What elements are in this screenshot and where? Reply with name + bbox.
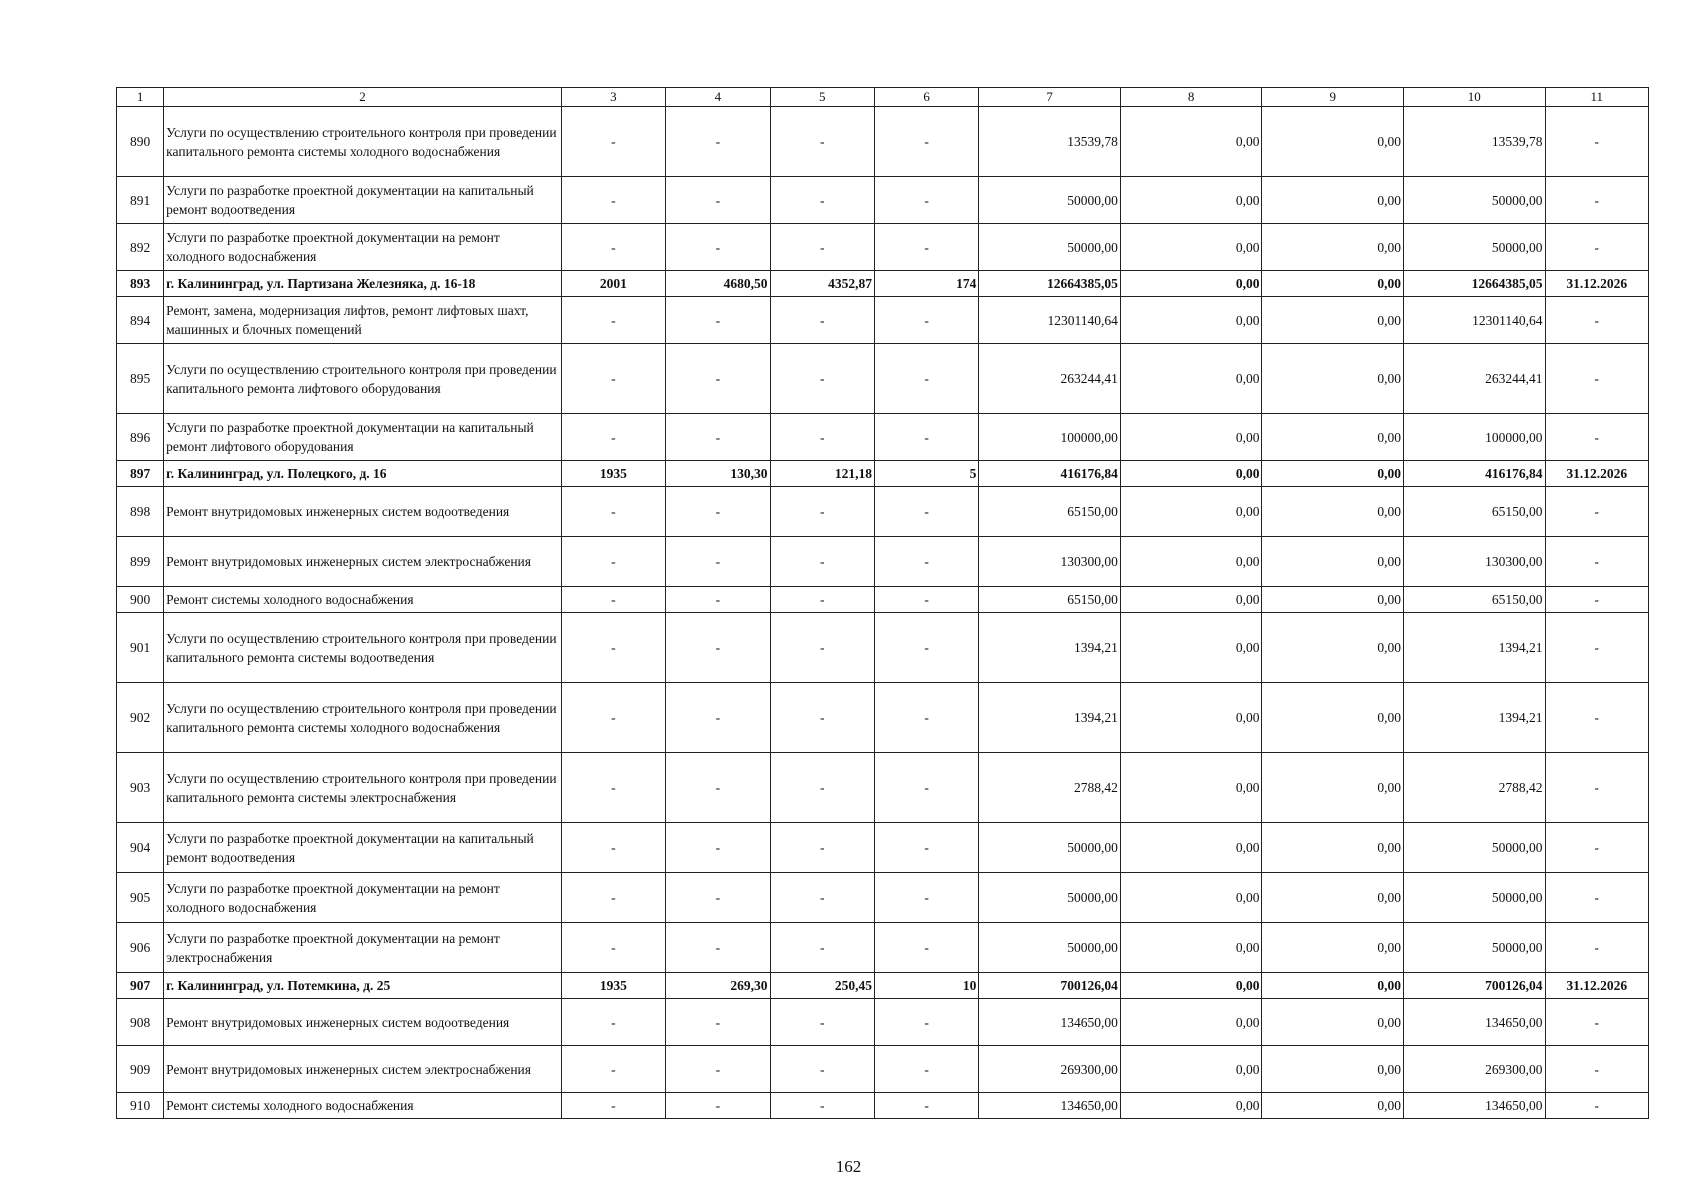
work-description-cell: Ремонт внутридомовых инженерных систем электроснабжения	[164, 537, 562, 587]
col6-cell: -	[874, 823, 978, 873]
col3-cell: 1935	[561, 973, 665, 999]
col7-cell: 416176,84	[979, 461, 1121, 487]
col4-cell: -	[666, 1046, 770, 1093]
col5-cell: 121,18	[770, 461, 874, 487]
col6-cell: 5	[874, 461, 978, 487]
col8-cell: 0,00	[1120, 537, 1262, 587]
col10-cell: 2788,42	[1403, 753, 1545, 823]
col4-cell: -	[666, 414, 770, 461]
col10-cell: 65150,00	[1403, 487, 1545, 537]
col8-cell: 0,00	[1120, 823, 1262, 873]
col3-cell: -	[561, 224, 665, 271]
col3-cell: -	[561, 999, 665, 1046]
col11-cell: -	[1545, 999, 1648, 1046]
row-number-cell: 905	[117, 873, 164, 923]
col10-cell: 700126,04	[1403, 973, 1545, 999]
col3-cell: -	[561, 683, 665, 753]
col9-cell: 0,00	[1262, 414, 1404, 461]
column-header-3: 3	[561, 88, 665, 107]
column-header-9: 9	[1262, 88, 1404, 107]
col4-cell: -	[666, 107, 770, 177]
table-row	[117, 344, 1649, 414]
col11-cell: -	[1545, 414, 1648, 461]
row-number-cell: 897	[117, 461, 164, 487]
col9-cell: 0,00	[1262, 177, 1404, 224]
col11-cell: -	[1545, 613, 1648, 683]
row-number-cell: 904	[117, 823, 164, 873]
col4-cell: -	[666, 873, 770, 923]
col3-cell: 2001	[561, 271, 665, 297]
col10-cell: 50000,00	[1403, 823, 1545, 873]
col3-cell: -	[561, 487, 665, 537]
col11-cell: -	[1545, 344, 1648, 414]
work-description-cell: Ремонт внутридомовых инженерных систем водоотведения	[164, 487, 562, 537]
table-row	[117, 613, 1649, 683]
col4-cell: -	[666, 297, 770, 344]
row-number-cell: 898	[117, 487, 164, 537]
col11-cell: -	[1545, 873, 1648, 923]
col6-cell: -	[874, 107, 978, 177]
col4-cell: -	[666, 823, 770, 873]
col11-cell: -	[1545, 683, 1648, 753]
col3-cell: -	[561, 753, 665, 823]
row-number-cell: 899	[117, 537, 164, 587]
table-row	[117, 537, 1649, 587]
col11-cell: -	[1545, 923, 1648, 973]
col3-cell: 1935	[561, 461, 665, 487]
work-description-cell: г. Калининград, ул. Полецкого, д. 16	[164, 461, 562, 487]
col4-cell: 130,30	[666, 461, 770, 487]
row-number-cell: 910	[117, 1093, 164, 1119]
col8-cell: 0,00	[1120, 1093, 1262, 1119]
col8-cell: 0,00	[1120, 224, 1262, 271]
col9-cell: 0,00	[1262, 224, 1404, 271]
col3-cell: -	[561, 613, 665, 683]
col8-cell: 0,00	[1120, 973, 1262, 999]
col10-cell: 50000,00	[1403, 873, 1545, 923]
col3-cell: -	[561, 1046, 665, 1093]
col7-cell: 263244,41	[979, 344, 1121, 414]
col4-cell: 269,30	[666, 973, 770, 999]
work-description-cell: Ремонт внутридомовых инженерных систем электроснабжения	[164, 1046, 562, 1093]
address-row	[117, 973, 1649, 999]
col8-cell: 0,00	[1120, 999, 1262, 1046]
row-number-cell: 906	[117, 923, 164, 973]
col6-cell: -	[874, 487, 978, 537]
col7-cell: 13539,78	[979, 107, 1121, 177]
table-body	[117, 88, 1649, 1119]
row-number-cell: 909	[117, 1046, 164, 1093]
table-row	[117, 923, 1649, 973]
col8-cell: 0,00	[1120, 271, 1262, 297]
col5-cell: -	[770, 1046, 874, 1093]
col11-cell: -	[1545, 537, 1648, 587]
col5-cell: -	[770, 107, 874, 177]
col9-cell: 0,00	[1262, 537, 1404, 587]
row-number-cell: 895	[117, 344, 164, 414]
row-number-cell: 893	[117, 271, 164, 297]
col9-cell: 0,00	[1262, 873, 1404, 923]
col4-cell: -	[666, 683, 770, 753]
document-sheet	[116, 87, 1649, 1119]
column-header-8: 8	[1120, 88, 1262, 107]
col8-cell: 0,00	[1120, 177, 1262, 224]
work-description-cell: Ремонт внутридомовых инженерных систем водоотведения	[164, 999, 562, 1046]
col9-cell: 0,00	[1262, 973, 1404, 999]
col11-cell: -	[1545, 107, 1648, 177]
row-number-cell: 902	[117, 683, 164, 753]
col6-cell: -	[874, 587, 978, 613]
col7-cell: 50000,00	[979, 823, 1121, 873]
col3-cell: -	[561, 177, 665, 224]
col7-cell: 65150,00	[979, 487, 1121, 537]
col10-cell: 50000,00	[1403, 177, 1545, 224]
table-row	[117, 177, 1649, 224]
col9-cell: 0,00	[1262, 999, 1404, 1046]
col7-cell: 50000,00	[979, 177, 1121, 224]
column-header-5: 5	[770, 88, 874, 107]
col3-cell: -	[561, 1093, 665, 1119]
column-header-10: 10	[1403, 88, 1545, 107]
col4-cell: -	[666, 1093, 770, 1119]
table-row	[117, 823, 1649, 873]
col6-cell: 10	[874, 973, 978, 999]
col5-cell: -	[770, 613, 874, 683]
col7-cell: 12301140,64	[979, 297, 1121, 344]
col4-cell: -	[666, 613, 770, 683]
col8-cell: 0,00	[1120, 107, 1262, 177]
table-row	[117, 224, 1649, 271]
row-number-cell: 890	[117, 107, 164, 177]
col6-cell: -	[874, 613, 978, 683]
col10-cell: 100000,00	[1403, 414, 1545, 461]
col5-cell: -	[770, 537, 874, 587]
col10-cell: 1394,21	[1403, 613, 1545, 683]
col11-cell: 31.12.2026	[1545, 271, 1648, 297]
col3-cell: -	[561, 297, 665, 344]
col7-cell: 134650,00	[979, 999, 1121, 1046]
col6-cell: -	[874, 224, 978, 271]
work-description-cell: Услуги по осуществлению строительного контроля при проведении капитального ремонта системы холодного водоснабжения	[164, 683, 562, 753]
work-description-cell: Услуги по разработке проектной документации на ремонт холодного водоснабжения	[164, 224, 562, 271]
col6-cell: -	[874, 873, 978, 923]
column-header-2: 2	[164, 88, 562, 107]
table-row	[117, 683, 1649, 753]
table-row	[117, 873, 1649, 923]
col5-cell: -	[770, 999, 874, 1046]
row-number-cell: 907	[117, 973, 164, 999]
col4-cell: -	[666, 487, 770, 537]
column-header-4: 4	[666, 88, 770, 107]
table-row	[117, 414, 1649, 461]
col7-cell: 12664385,05	[979, 271, 1121, 297]
col5-cell: -	[770, 923, 874, 973]
col5-cell: -	[770, 587, 874, 613]
col9-cell: 0,00	[1262, 297, 1404, 344]
row-number-cell: 894	[117, 297, 164, 344]
col11-cell: -	[1545, 753, 1648, 823]
col4-cell: -	[666, 753, 770, 823]
col9-cell: 0,00	[1262, 923, 1404, 973]
col3-cell: -	[561, 873, 665, 923]
col9-cell: 0,00	[1262, 344, 1404, 414]
col7-cell: 65150,00	[979, 587, 1121, 613]
col6-cell: -	[874, 177, 978, 224]
col6-cell: -	[874, 753, 978, 823]
col5-cell: -	[770, 753, 874, 823]
col10-cell: 130300,00	[1403, 537, 1545, 587]
col10-cell: 263244,41	[1403, 344, 1545, 414]
row-number-cell: 908	[117, 999, 164, 1046]
col8-cell: 0,00	[1120, 461, 1262, 487]
table-row	[117, 753, 1649, 823]
col9-cell: 0,00	[1262, 1093, 1404, 1119]
col4-cell: -	[666, 587, 770, 613]
col7-cell: 2788,42	[979, 753, 1121, 823]
col5-cell: -	[770, 683, 874, 753]
row-number-cell: 903	[117, 753, 164, 823]
table-row	[117, 1046, 1649, 1093]
col7-cell: 130300,00	[979, 537, 1121, 587]
column-number-header-row	[117, 88, 1649, 107]
col7-cell: 1394,21	[979, 683, 1121, 753]
page-number: 162	[835, 1157, 862, 1176]
col10-cell: 65150,00	[1403, 587, 1545, 613]
work-description-cell: Услуги по разработке проектной документации на капитальный ремонт водоотведения	[164, 823, 562, 873]
address-row	[117, 271, 1649, 297]
col9-cell: 0,00	[1262, 613, 1404, 683]
col9-cell: 0,00	[1262, 753, 1404, 823]
work-description-cell: Услуги по разработке проектной документации на капитальный ремонт водоотведения	[164, 177, 562, 224]
work-description-cell: г. Калининград, ул. Партизана Железняка, д. 16-18	[164, 271, 562, 297]
col5-cell: 250,45	[770, 973, 874, 999]
col3-cell: -	[561, 344, 665, 414]
col5-cell: -	[770, 823, 874, 873]
col11-cell: -	[1545, 297, 1648, 344]
col9-cell: 0,00	[1262, 587, 1404, 613]
col8-cell: 0,00	[1120, 613, 1262, 683]
col10-cell: 416176,84	[1403, 461, 1545, 487]
col11-cell: -	[1545, 487, 1648, 537]
col8-cell: 0,00	[1120, 873, 1262, 923]
col11-cell: -	[1545, 1093, 1648, 1119]
table-row	[117, 999, 1649, 1046]
col8-cell: 0,00	[1120, 923, 1262, 973]
work-description-cell: Услуги по разработке проектной документации на ремонт электроснабжения	[164, 923, 562, 973]
column-header-11: 11	[1545, 88, 1648, 107]
col10-cell: 13539,78	[1403, 107, 1545, 177]
col4-cell: -	[666, 999, 770, 1046]
col8-cell: 0,00	[1120, 753, 1262, 823]
col7-cell: 100000,00	[979, 414, 1121, 461]
col4-cell: -	[666, 537, 770, 587]
col10-cell: 1394,21	[1403, 683, 1545, 753]
col5-cell: -	[770, 1093, 874, 1119]
col9-cell: 0,00	[1262, 461, 1404, 487]
col9-cell: 0,00	[1262, 487, 1404, 537]
table-row	[117, 297, 1649, 344]
col7-cell: 700126,04	[979, 973, 1121, 999]
work-description-cell: Услуги по осуществлению строительного контроля при проведении капитального ремонта системы холодного водоснабжения	[164, 107, 562, 177]
work-description-cell: Ремонт, замена, модернизация лифтов, ремонт лифтовых шахт, машинных и блочных помещений	[164, 297, 562, 344]
col5-cell: -	[770, 414, 874, 461]
col9-cell: 0,00	[1262, 1046, 1404, 1093]
column-header-7: 7	[979, 88, 1121, 107]
col10-cell: 50000,00	[1403, 224, 1545, 271]
col7-cell: 50000,00	[979, 923, 1121, 973]
col4-cell: 4680,50	[666, 271, 770, 297]
col11-cell: -	[1545, 823, 1648, 873]
work-description-cell: Ремонт системы холодного водоснабжения	[164, 1093, 562, 1119]
work-description-cell: Услуги по разработке проектной документации на ремонт холодного водоснабжения	[164, 873, 562, 923]
col5-cell: -	[770, 297, 874, 344]
col6-cell: -	[874, 999, 978, 1046]
col3-cell: -	[561, 823, 665, 873]
col11-cell: -	[1545, 587, 1648, 613]
col9-cell: 0,00	[1262, 683, 1404, 753]
col5-cell: -	[770, 873, 874, 923]
col3-cell: -	[561, 537, 665, 587]
col5-cell: 4352,87	[770, 271, 874, 297]
col3-cell: -	[561, 923, 665, 973]
col8-cell: 0,00	[1120, 683, 1262, 753]
col11-cell: -	[1545, 224, 1648, 271]
col11-cell: -	[1545, 177, 1648, 224]
col8-cell: 0,00	[1120, 587, 1262, 613]
col11-cell: 31.12.2026	[1545, 973, 1648, 999]
col6-cell: -	[874, 297, 978, 344]
work-description-cell: Услуги по осуществлению строительного контроля при проведении капитального ремонта системы водоотведения	[164, 613, 562, 683]
col6-cell: -	[874, 537, 978, 587]
table-row	[117, 487, 1649, 537]
col9-cell: 0,00	[1262, 271, 1404, 297]
row-number-cell: 891	[117, 177, 164, 224]
work-description-cell: Услуги по осуществлению строительного контроля при проведении капитального ремонта лифтового оборудования	[164, 344, 562, 414]
col6-cell: 174	[874, 271, 978, 297]
col4-cell: -	[666, 224, 770, 271]
col3-cell: -	[561, 587, 665, 613]
col3-cell: -	[561, 414, 665, 461]
address-row	[117, 461, 1649, 487]
work-description-cell: Ремонт системы холодного водоснабжения	[164, 587, 562, 613]
col7-cell: 269300,00	[979, 1046, 1121, 1093]
col9-cell: 0,00	[1262, 107, 1404, 177]
row-number-cell: 896	[117, 414, 164, 461]
col10-cell: 134650,00	[1403, 1093, 1545, 1119]
work-description-cell: Услуги по разработке проектной документации на капитальный ремонт лифтового оборудования	[164, 414, 562, 461]
col3-cell: -	[561, 107, 665, 177]
col5-cell: -	[770, 224, 874, 271]
col5-cell: -	[770, 177, 874, 224]
row-number-cell: 901	[117, 613, 164, 683]
col4-cell: -	[666, 923, 770, 973]
work-description-cell: Услуги по осуществлению строительного контроля при проведении капитального ремонта системы электроснабжения	[164, 753, 562, 823]
col10-cell: 50000,00	[1403, 923, 1545, 973]
capital-repair-table	[116, 87, 1649, 1119]
col7-cell: 50000,00	[979, 873, 1121, 923]
row-number-cell: 900	[117, 587, 164, 613]
col7-cell: 134650,00	[979, 1093, 1121, 1119]
col5-cell: -	[770, 487, 874, 537]
work-description-cell: г. Калининград, ул. Потемкина, д. 25	[164, 973, 562, 999]
col6-cell: -	[874, 1046, 978, 1093]
col6-cell: -	[874, 1093, 978, 1119]
col8-cell: 0,00	[1120, 344, 1262, 414]
col8-cell: 0,00	[1120, 414, 1262, 461]
col8-cell: 0,00	[1120, 297, 1262, 344]
col6-cell: -	[874, 923, 978, 973]
col11-cell: -	[1545, 1046, 1648, 1093]
col10-cell: 12664385,05	[1403, 271, 1545, 297]
col6-cell: -	[874, 414, 978, 461]
col11-cell: 31.12.2026	[1545, 461, 1648, 487]
column-header-1: 1	[117, 88, 164, 107]
column-header-6: 6	[874, 88, 978, 107]
table-row	[117, 587, 1649, 613]
row-number-cell: 892	[117, 224, 164, 271]
col7-cell: 50000,00	[979, 224, 1121, 271]
col4-cell: -	[666, 177, 770, 224]
col8-cell: 0,00	[1120, 1046, 1262, 1093]
col5-cell: -	[770, 344, 874, 414]
col8-cell: 0,00	[1120, 487, 1262, 537]
col4-cell: -	[666, 344, 770, 414]
col10-cell: 269300,00	[1403, 1046, 1545, 1093]
col6-cell: -	[874, 683, 978, 753]
col9-cell: 0,00	[1262, 823, 1404, 873]
table-row	[117, 107, 1649, 177]
col10-cell: 12301140,64	[1403, 297, 1545, 344]
col7-cell: 1394,21	[979, 613, 1121, 683]
col10-cell: 134650,00	[1403, 999, 1545, 1046]
col6-cell: -	[874, 344, 978, 414]
table-row	[117, 1093, 1649, 1119]
